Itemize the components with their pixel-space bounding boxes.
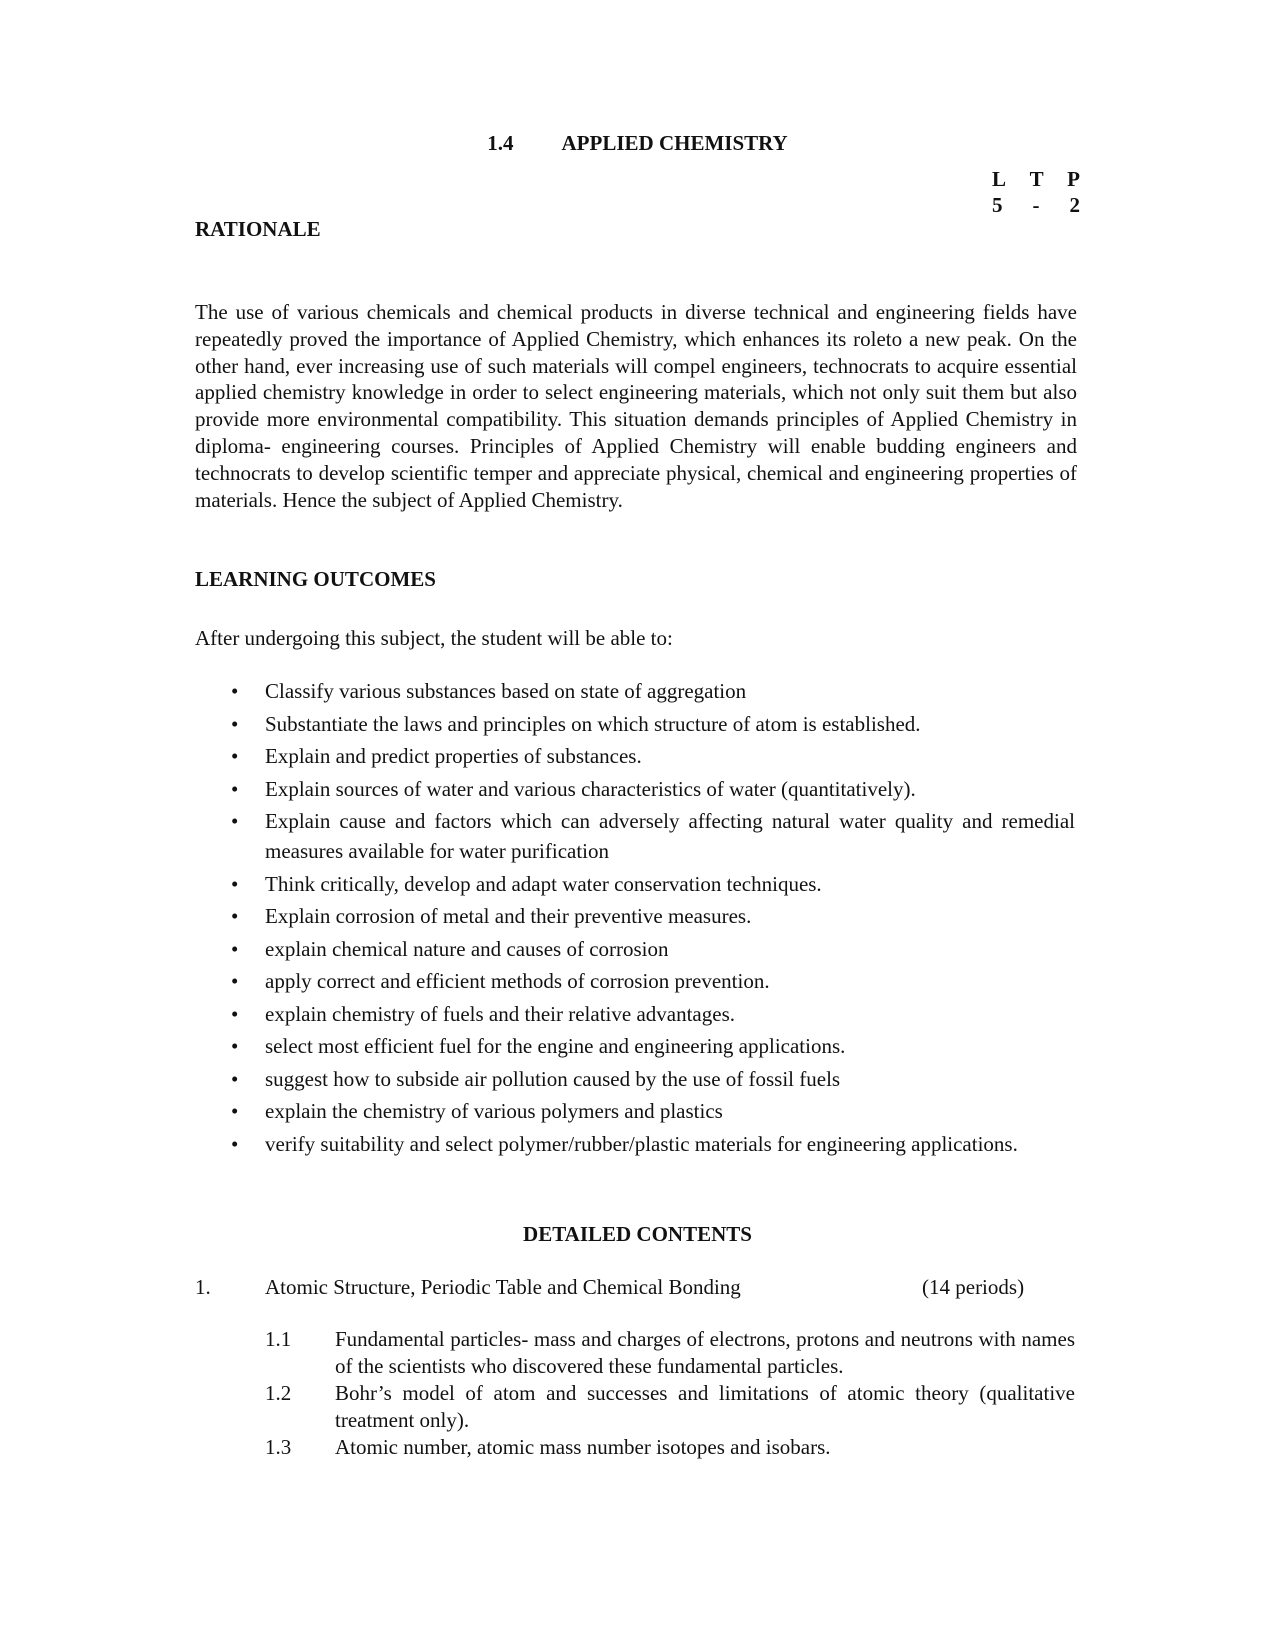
bullet-icon: • <box>231 776 239 801</box>
bullet-icon: • <box>231 679 239 703</box>
detailed-contents-heading: DETAILED CONTENTS <box>523 1222 752 1246</box>
subtopic-number: 1.2 <box>265 1381 292 1405</box>
subtopic-number: 1.3 <box>265 1435 292 1459</box>
ltp-label-p: P <box>1067 167 1080 191</box>
subtopic-item <box>265 1326 1075 1380</box>
list-item: • Substantiate the laws and principles on which structure of atom is established. <box>195 709 1075 739</box>
ltp-values-row <box>992 192 1080 218</box>
bullet-icon: • <box>231 1034 239 1058</box>
list-item: • explain the chemistry of various polymers and plastics <box>195 1096 1075 1126</box>
list-item: • apply correct and efficient methods of corrosion prevention. <box>195 966 1075 996</box>
bullet-icon: • <box>231 904 239 928</box>
list-item: • Think critically, develop and adapt water conservation techniques. <box>195 869 1075 899</box>
ltp-labels-row <box>992 166 1080 192</box>
subtopic-text: Fundamental particles- mass and charges of electrons, protons and neutrons with names of the scientists who discovered these fundamental particles. <box>335 1327 1075 1378</box>
ltp-label-l: L <box>992 167 1007 191</box>
subtopic-item <box>265 1380 1075 1434</box>
ltp-value-p: 2 <box>1069 193 1080 217</box>
learning-outcomes-heading: LEARNING OUTCOMES <box>195 567 436 591</box>
bullet-icon: • <box>231 1131 239 1156</box>
bullet-icon: • <box>231 871 239 896</box>
list-item: • Explain sources of water and various characteristics of water (quantitatively). <box>195 774 1075 804</box>
bullet-icon: • <box>231 936 239 961</box>
section-title: APPLIED CHEMISTRY <box>561 131 788 155</box>
bullet-icon: • <box>231 711 239 736</box>
rationale-heading: RATIONALE <box>195 217 321 241</box>
subtopic-number: 1.1 <box>265 1327 292 1351</box>
bullet-icon: • <box>231 969 239 993</box>
learning-outcomes-list <box>195 676 1075 1161</box>
rationale-paragraph: The use of various chemicals and chemical products in diverse technical and engineering fields have repeatedly proved the importance of Applied Chemistry, which enhances its roleto a new peak. On the other hand, ever increasing use of such materials will compel engineers, technocrats to acquire essential applied chemistry knowledge in order to select engineering materials, which not only suit them but also provide more environmental compatibility. This situation demands principles of Applied Chemistry in diploma- engineering courses. Principles of Applied Chemistry will enable budding engineers and technocrats to develop scientific temper and appreciate physical, chemical and engineering properties of materials. Hence the subject of Applied Chemistry. <box>195 300 1077 512</box>
topic-periods: (14 periods) <box>922 1275 1025 1299</box>
learning-outcomes-intro: After undergoing this subject, the student will be able to: <box>195 626 673 650</box>
ltp-value-l: 5 <box>992 193 1003 217</box>
page-title <box>0 128 1275 158</box>
list-item: • Explain cause and factors which can adversely affecting natural water quality and remedial measures available for water purification <box>195 806 1075 866</box>
list-item: • Explain and predict properties of substances. <box>195 741 1075 771</box>
bullet-icon: • <box>231 1066 239 1091</box>
subtopic-list <box>265 1326 1075 1461</box>
subtopic-text: Bohr’s model of atom and successes and limitations of atomic theory (qualitative treatment only). <box>335 1381 1075 1432</box>
ltp-value-t: - <box>1032 193 1040 217</box>
list-item: • Classify various substances based on state of aggregation <box>195 676 1075 706</box>
section-number: 1.4 <box>487 131 514 155</box>
bullet-icon: • <box>231 1001 239 1026</box>
subtopic-item <box>265 1434 1075 1461</box>
list-item: • select most efficient fuel for the engine and engineering applications. <box>195 1031 1075 1061</box>
topic-title: Atomic Structure, Periodic Table and Chemical Bonding <box>265 1275 741 1299</box>
list-item: • Explain corrosion of metal and their preventive measures. <box>195 901 1075 931</box>
list-item: • explain chemical nature and causes of corrosion <box>195 934 1075 964</box>
ltp-table <box>992 166 1080 218</box>
list-item: • suggest how to subside air pollution caused by the use of fossil fuels <box>195 1064 1075 1094</box>
subtopic-text: Atomic number, atomic mass number isotopes and isobars. <box>335 1435 831 1459</box>
bullet-icon: • <box>231 1099 239 1123</box>
ltp-label-t: T <box>1029 167 1044 191</box>
bullet-icon: • <box>231 809 239 833</box>
list-item: • explain chemistry of fuels and their relative advantages. <box>195 999 1075 1029</box>
bullet-icon: • <box>231 744 239 768</box>
list-item: • verify suitability and select polymer/rubber/plastic materials for engineering applications. <box>195 1129 1075 1159</box>
topic-number: 1. <box>195 1275 211 1299</box>
